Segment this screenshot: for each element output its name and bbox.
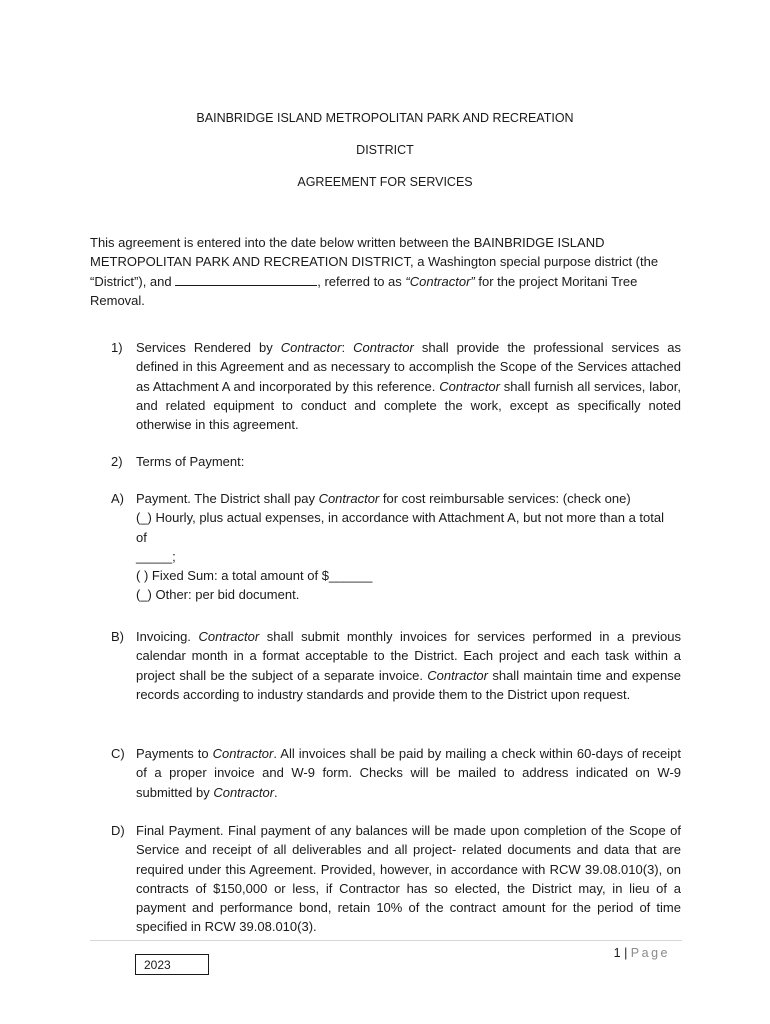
payment-option-other: (_) Other: per bid document.: [136, 587, 300, 603]
contractor-name-blank: [175, 273, 317, 286]
section-body: [136, 338, 681, 434]
section-body: [136, 744, 681, 802]
text-run: Payment. The District shall pay: [136, 491, 319, 506]
text-run: shall provide the professional services as defined in this Agreement and as necessary to accomplish the Scope of the Services attached as Attachment A and incorporated by this reference.: [136, 340, 681, 394]
section-number: D): [111, 823, 125, 838]
section-number: C): [111, 746, 125, 761]
footer-divider: [90, 940, 682, 941]
section-final-payment: [111, 821, 681, 937]
text-run: shall maintain time and expense records according to industry standards and provide them to the District upon request.: [136, 667, 681, 702]
text-run: . All invoices shall be paid by mailing a check within 60-days of receipt of a proper invoice and W-9 form. Checks will be mailed to address indicated on W-9 submitted by: [136, 746, 681, 800]
document-title-line-1: BAINBRIDGE ISLAND METROPOLITAN PARK AND RECREATION: [196, 111, 574, 125]
text-run: Payments to: [136, 746, 213, 761]
section-body: [136, 489, 681, 605]
text-run: shall furnish all services, labor, and related equipment to conduct and complete the work, except as specifically noted otherwise in this agreement.: [136, 378, 681, 433]
text-run: Invoicing.: [136, 629, 199, 644]
intro-text-3: for the project Moritani Tree Removal.: [90, 273, 638, 308]
page-label: Page: [630, 946, 670, 960]
section-heading: Terms of Payment:: [136, 454, 245, 469]
intro-text-1: This agreement is entered into the date below written between the BAINBRIDGE ISLAND METROPOLITAN PARK AND RECREATION DISTRICT, a Washington special purpose district (the “District”), and: [90, 235, 659, 289]
document-title-line-2: DISTRICT: [356, 143, 414, 157]
contractor-term: Contractor: [427, 667, 488, 683]
payment-option-hourly-amount: _____;: [136, 548, 176, 564]
intro-text-2: , referred to as: [317, 273, 406, 289]
contractor-term: Contractor: [318, 491, 380, 506]
page-number-value: 1: [613, 946, 621, 960]
text-run: shall submit monthly invoices for services performed in a previous calendar month in a format acceptable to the District. Each project and each task within a project shall be the subject of a separate invoice.: [136, 629, 681, 683]
contractor-term: Contractor: [212, 746, 274, 761]
contractor-term: Contractor: [353, 340, 414, 355]
year-box: 2023: [135, 954, 209, 975]
section-services-rendered: [111, 338, 681, 434]
section-number: 1): [111, 340, 123, 355]
section-terms-of-payment: [111, 452, 681, 471]
contractor-term: Contractor: [280, 340, 342, 355]
contractor-term: Contractor: [213, 784, 275, 800]
section-body: [136, 627, 681, 704]
section-body: Final Payment. Final payment of any balances will be made upon completion of the Scope of Service and receipt of all deliverables and all project- related documents and data that are required under this Agreement. Provided, however, in accordance with RCW 39.08.010(3), on contracts of $150,000 or less, if Contractor has so elected, the District may, in lieu of a payment and performance bond, retain 10% of the contract amount for the period of time specified in RCW 39.08.010(3).: [136, 823, 681, 935]
section-invoicing: [111, 627, 681, 704]
page-number-separator: |: [624, 946, 628, 960]
section-number: A): [111, 491, 124, 506]
section-payments-to-contractor: [111, 744, 681, 802]
contractor-term: Contractor: [439, 378, 500, 394]
contractor-term: Contractor: [198, 629, 260, 644]
section-number: 2): [111, 454, 123, 469]
payment-intro: [136, 489, 681, 508]
text-run: Services Rendered by: [136, 340, 281, 355]
section-payment: [111, 489, 681, 605]
document-subtitle: AGREEMENT FOR SERVICES: [297, 175, 473, 189]
text-run: :: [341, 340, 354, 355]
section-number: B): [111, 629, 124, 644]
text-run: .: [274, 784, 278, 800]
page-number: [540, 944, 670, 963]
payment-option-fixed-sum: ( ) Fixed Sum: a total amount of $______: [136, 568, 373, 584]
payment-option-hourly: (_) Hourly, plus actual expenses, in accordance with Attachment A, but not more than a total of: [136, 510, 664, 545]
intro-paragraph: [90, 233, 690, 310]
text-run: for cost reimbursable services: (check one): [379, 491, 631, 506]
intro-contractor-term: “Contractor”: [405, 273, 475, 289]
